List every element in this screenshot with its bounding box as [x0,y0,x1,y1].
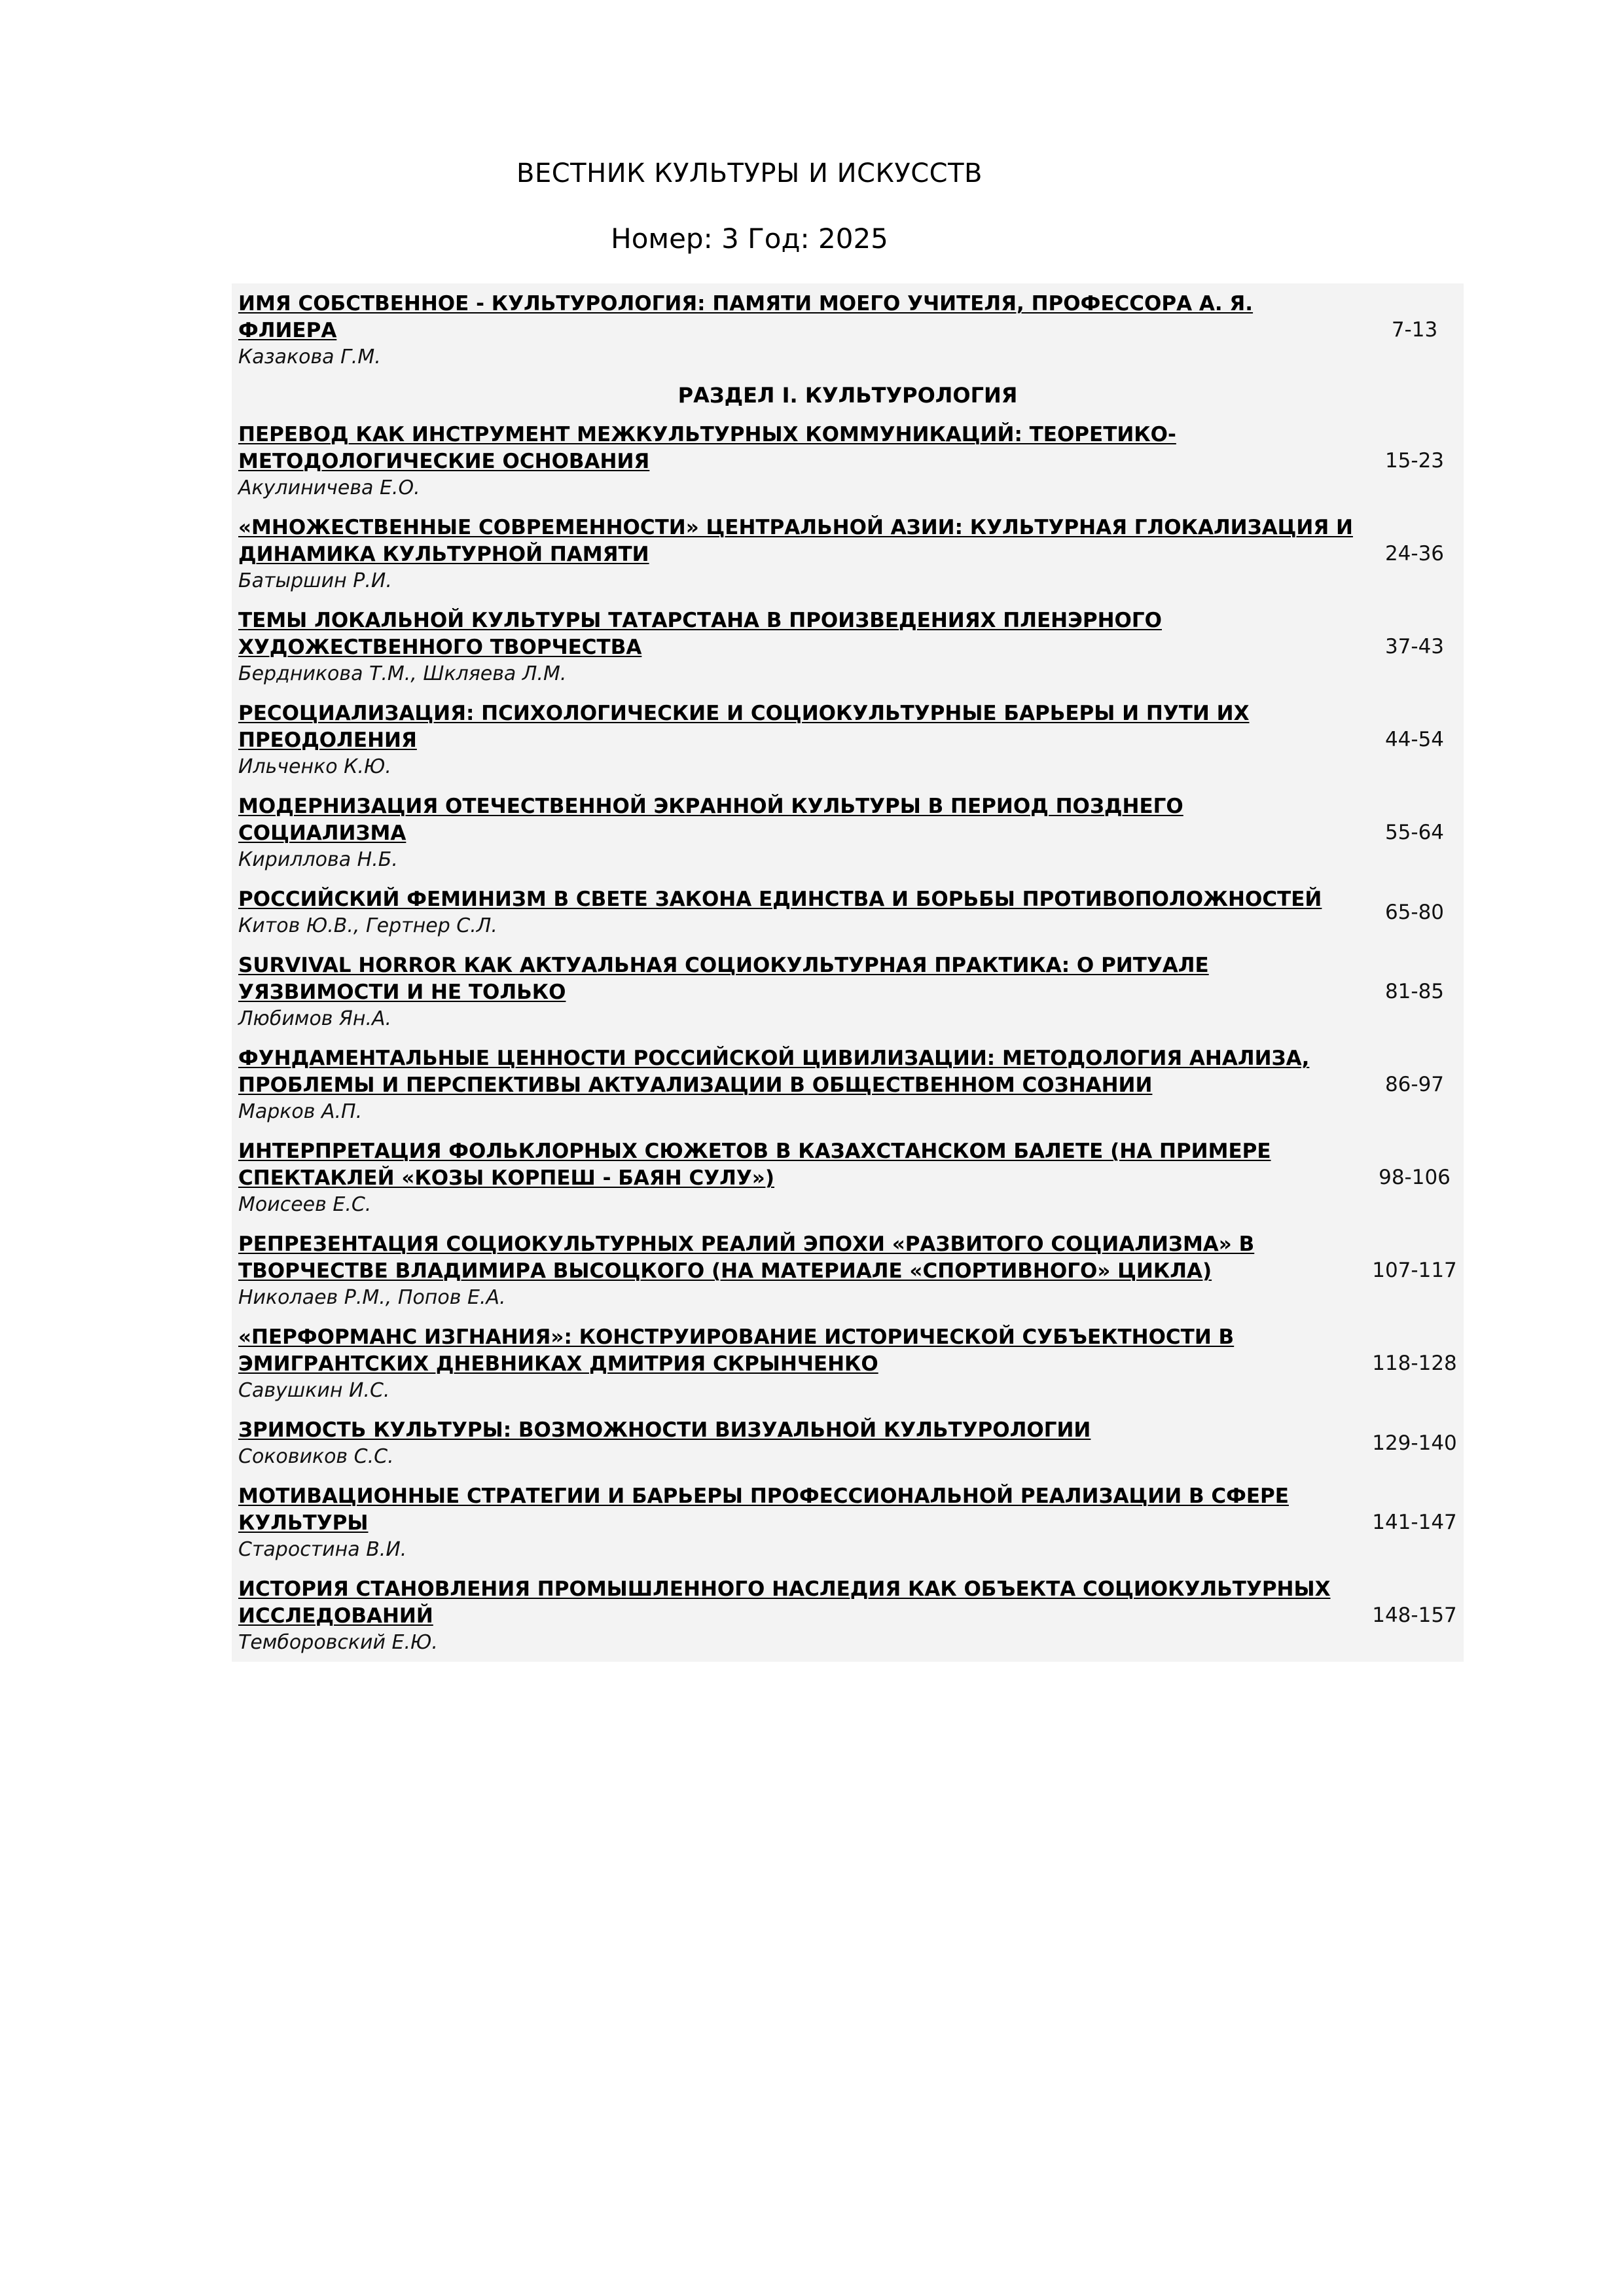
article-pages: 86-97 [1384,1073,1445,1096]
toc-entry [232,1131,1464,1224]
article-pages: 118-128 [1372,1352,1457,1375]
toc-entry [232,1224,1464,1317]
article-pages: 7-13 [1391,318,1438,342]
toc-entry [232,1569,1464,1662]
toc-entry [232,1317,1464,1410]
article-pages: 37-43 [1384,635,1445,658]
article-pages: 129-140 [1372,1431,1457,1455]
article-pages: 44-54 [1384,728,1445,751]
article-pages: 81-85 [1384,980,1445,1003]
section-header [232,376,1464,414]
article-authors: Старостина В.И. [238,1538,407,1561]
article-title-link[interactable]: ПЕРЕВОД КАК ИНСТРУМЕНТ МЕЖКУЛЬТУРНЫХ КОММУНИКАЦИЙ: ТЕОРЕТИКО-МЕТОДОЛОГИЧЕСКИЕ ОСНОВАНИЯ [238,423,1176,473]
toc-entry [232,1038,1464,1131]
article-title-link[interactable]: РЕПРЕЗЕНТАЦИЯ СОЦИОКУЛЬТУРНЫХ РЕАЛИЙ ЭПОХИ «РАЗВИТОГО СОЦИАЛИЗМА» В ТВОРЧЕСТВЕ ВЛАДИМИРА ВЫСОЦКОГО (НА МАТЕРИАЛЕ «СПОРТИВНОГО» ЦИКЛА) [238,1232,1255,1283]
toc-entry [232,945,1464,1038]
article-authors: Китов Ю.В., Гертнер С.Л. [238,914,497,937]
article-title-link[interactable]: МОТИВАЦИОННЫЕ СТРАТЕГИИ И БАРЬЕРЫ ПРОФЕССИОНАЛЬНОЙ РЕАЛИЗАЦИИ В СФЕРЕ КУЛЬТУРЫ [238,1484,1289,1535]
article-pages: 141-147 [1372,1511,1457,1534]
toc-entry [232,507,1464,600]
article-authors: Савушкин И.С. [238,1379,390,1402]
article-title-link[interactable]: МОДЕРНИЗАЦИЯ ОТЕЧЕСТВЕННОЙ ЭКРАННОЙ КУЛЬТУРЫ В ПЕРИОД ПОЗДНЕГО СОЦИАЛИЗМА [238,795,1183,845]
article-pages: 148-157 [1372,1604,1457,1627]
article-authors: Николаев Р.М., Попов Е.А. [238,1286,506,1309]
article-authors: Ильченко К.Ю. [238,755,391,778]
section-title: РАЗДЕЛ I. КУЛЬТУРОЛОГИЯ [677,383,1018,408]
toc-entry [232,1410,1464,1476]
article-authors: Кириллова Н.Б. [238,848,398,871]
toc-entry [232,600,1464,693]
toc-entry [232,693,1464,786]
issue-number-year: Номер: 3 Год: 2025 [611,223,888,255]
toc-entry [232,786,1464,879]
article-authors: Батыршин Р.И. [238,569,392,592]
article-pages: 98-106 [1379,1166,1451,1189]
article-title-link[interactable]: ФУНДАМЕНТАЛЬНЫЕ ЦЕННОСТИ РОССИЙСКОЙ ЦИВИЛИЗАЦИИ: МЕТОДОЛОГИЯ АНАЛИЗА, ПРОБЛЕМЫ И ПЕРСПЕКТИВЫ АКТУАЛИЗАЦИИ В ОБЩЕСТВЕННОМ СОЗНАНИИ [238,1047,1310,1097]
article-authors: Моисеев Е.С. [238,1193,372,1216]
article-title-link[interactable]: РЕСОЦИАЛИЗАЦИЯ: ПСИХОЛОГИЧЕСКИЕ И СОЦИОКУЛЬТУРНЫЕ БАРЬЕРЫ И ПУТИ ИХ ПРЕОДОЛЕНИЯ [238,702,1250,752]
article-title-link[interactable]: «МНОЖЕСТВЕННЫЕ СОВРЕМЕННОСТИ» ЦЕНТРАЛЬНОЙ АЗИИ: КУЛЬТУРНАЯ ГЛОКАЛИЗАЦИЯ И ДИНАМИКА КУЛЬТУРНОЙ ПАМЯТИ [238,516,1353,566]
article-pages: 107-117 [1372,1259,1457,1282]
article-title-link[interactable]: ЗРИМОСТЬ КУЛЬТУРЫ: ВОЗМОЖНОСТИ ВИЗУАЛЬНОЙ КУЛЬТУРОЛОГИИ [238,1418,1091,1442]
article-pages: 55-64 [1384,821,1445,844]
journal-title: ВЕСТНИК КУЛЬТУРЫ И ИСКУССТВ [516,158,983,188]
article-title-link[interactable]: «ПЕРФОРМАНС ИЗГНАНИЯ»: КОНСТРУИРОВАНИЕ ИСТОРИЧЕСКОЙ СУБЪЕКТНОСТИ В ЭМИГРАНТСКИХ ДНЕВНИКАХ ДМИТРИЯ СКРЫНЧЕНКО [238,1325,1235,1376]
article-authors: Казакова Г.М. [238,346,381,368]
toc-entry [232,879,1464,945]
article-pages: 24-36 [1384,542,1445,565]
article-title-link[interactable]: ИСТОРИЯ СТАНОВЛЕНИЯ ПРОМЫШЛЕННОГО НАСЛЕДИЯ КАК ОБЪЕКТА СОЦИОКУЛЬТУРНЫХ ИССЛЕДОВАНИЙ [238,1577,1331,1628]
article-authors: Любимов Ян.А. [238,1007,392,1030]
article-pages: 65-80 [1384,900,1445,924]
article-title-link[interactable]: ИМЯ СОБСТВЕННОЕ - КУЛЬТУРОЛОГИЯ: ПАМЯТИ МОЕГО УЧИТЕЛЯ, ПРОФЕССОРА А. Я. ФЛИЕРА [238,292,1254,342]
article-pages: 15-23 [1384,449,1445,473]
article-authors: Акулиничева Е.О. [238,476,420,499]
article-authors: Бердникова Т.М., Шкляева Л.М. [238,662,567,685]
toc-entry [232,414,1464,507]
table-of-contents [232,283,1464,1662]
article-authors: Темборовский Е.Ю. [238,1631,438,1654]
article-title-link[interactable]: SURVIVAL HORROR КАК АКТУАЛЬНАЯ СОЦИОКУЛЬТУРНАЯ ПРАКТИКА: О РИТУАЛЕ УЯЗВИМОСТИ И НЕ ТОЛЬКО [238,954,1209,1004]
toc-entry [232,1476,1464,1569]
article-title-link[interactable]: ТЕМЫ ЛОКАЛЬНОЙ КУЛЬТУРЫ ТАТАРСТАНА В ПРОИЗВЕДЕНИЯХ ПЛЕНЭРНОГО ХУДОЖЕСТВЕННОГО ТВОРЧЕСТВА [238,609,1162,659]
toc-entry [232,283,1464,376]
article-authors: Марков А.П. [238,1100,363,1123]
article-authors: Соковиков С.С. [238,1445,394,1468]
article-title-link[interactable]: ИНТЕРПРЕТАЦИЯ ФОЛЬКЛОРНЫХ СЮЖЕТОВ В КАЗАХСТАНСКОМ БАЛЕТЕ (НА ПРИМЕРЕ СПЕКТАКЛЕЙ «КОЗЫ КОРПЕШ - БАЯН СУЛУ») [238,1139,1271,1190]
article-title-link[interactable]: РОССИЙСКИЙ ФЕМИНИЗМ В СВЕТЕ ЗАКОНА ЕДИНСТВА И БОРЬБЫ ПРОТИВОПОЛОЖНОСТЕЙ [238,888,1322,911]
